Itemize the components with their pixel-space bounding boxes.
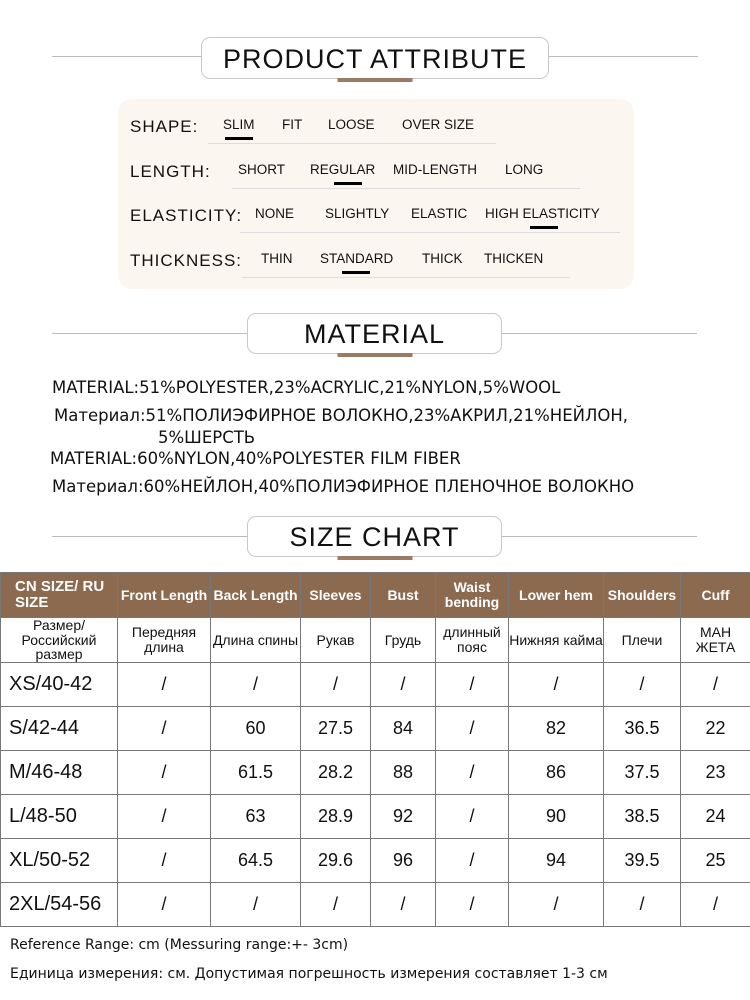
attribute-underline xyxy=(240,232,620,233)
title-underline xyxy=(337,556,412,560)
measurement-cell: 86 xyxy=(509,751,604,795)
measurement-cell: / xyxy=(604,883,681,927)
measurement-cell: / xyxy=(118,795,211,839)
column-header: Front Length xyxy=(118,573,211,618)
attribute-option: FIT xyxy=(282,117,303,132)
measurement-cell: 64.5 xyxy=(211,839,301,883)
table-row xyxy=(1,839,750,883)
column-header: Shoulders xyxy=(604,573,681,618)
measurement-cell: / xyxy=(118,707,211,751)
attribute-row xyxy=(130,154,630,184)
attribute-option: SLIGHTLY xyxy=(325,206,390,221)
measurement-cell: 27.5 xyxy=(301,707,371,751)
attribute-underline xyxy=(208,143,496,144)
table-row xyxy=(1,663,750,707)
measurement-cell: 84 xyxy=(371,707,436,751)
size-cell: XL/50-52 xyxy=(1,839,118,883)
reference-note: Reference Range: cm (Messuring range:+- 3cm) xyxy=(10,937,349,953)
attribute-option: OVER SIZE xyxy=(402,117,475,132)
measurement-cell: / xyxy=(211,663,301,707)
size-cell: M/46-48 xyxy=(1,751,118,795)
column-header: Lower hem xyxy=(509,573,604,618)
size-cell: 2XL/54-56 xyxy=(1,883,118,927)
column-header: Cuff xyxy=(681,573,750,618)
selected-marker xyxy=(334,182,362,185)
selected-marker xyxy=(225,137,253,140)
attribute-option: STANDARD xyxy=(320,251,394,266)
column-header: Back Length xyxy=(211,573,301,618)
ru-column-header: Нижняя кайма xyxy=(509,618,604,663)
attribute-label: LENGTH: xyxy=(130,162,211,181)
measurement-cell: 23 xyxy=(681,751,750,795)
attribute-row xyxy=(130,109,630,139)
table-row xyxy=(1,883,750,927)
measurement-cell: / xyxy=(118,839,211,883)
ru-column-header: МАН ЖЕТА xyxy=(681,618,750,663)
material-line: MATERIAL:51%POLYESTER,23%ACRYLIC,21%NYLON,5%WOOL xyxy=(52,378,561,397)
measurement-cell: 29.6 xyxy=(301,839,371,883)
attribute-option: HIGH ELASTICITY xyxy=(485,206,600,221)
measurement-cell: 38.5 xyxy=(604,795,681,839)
ru-column-header: Грудь xyxy=(371,618,436,663)
attribute-option: LOOSE xyxy=(328,117,375,132)
title-underline xyxy=(338,78,413,82)
measurement-cell: 39.5 xyxy=(604,839,681,883)
attribute-option: THICK xyxy=(422,251,463,266)
measurement-cell: / xyxy=(436,795,509,839)
measurement-cell: 28.2 xyxy=(301,751,371,795)
measurement-cell: 25 xyxy=(681,839,750,883)
product-attribute-title xyxy=(201,37,549,79)
measurement-cell: / xyxy=(436,883,509,927)
measurement-cell: 36.5 xyxy=(604,707,681,751)
ru-column-header: Передняя длина xyxy=(118,618,211,663)
measurement-cell: / xyxy=(371,663,436,707)
table-row xyxy=(1,795,750,839)
attribute-underline xyxy=(242,277,570,278)
column-header: CN SIZE/ RU SIZE xyxy=(1,573,118,618)
size-cell: XS/40-42 xyxy=(1,663,118,707)
title-text: MATERIAL xyxy=(303,319,446,349)
measurement-cell: / xyxy=(211,883,301,927)
measurement-cell: / xyxy=(371,883,436,927)
measurement-cell: / xyxy=(436,707,509,751)
attribute-label: ELASTICITY: xyxy=(130,206,243,225)
size-chart-table xyxy=(0,572,750,927)
attribute-option: THICKEN xyxy=(484,251,544,266)
selected-marker xyxy=(342,271,370,274)
size-cell: S/42-44 xyxy=(1,707,118,751)
column-header: Sleeves xyxy=(301,573,371,618)
attribute-option: MID-LENGTH xyxy=(393,162,477,177)
measurement-cell: / xyxy=(509,663,604,707)
measurement-cell: 82 xyxy=(509,707,604,751)
attribute-row xyxy=(130,243,630,273)
measurement-cell: 28.9 xyxy=(301,795,371,839)
attribute-label: THICKNESS: xyxy=(130,251,243,270)
measurement-cell: / xyxy=(681,883,750,927)
size-chart-title xyxy=(247,516,502,557)
measurement-cell: 24 xyxy=(681,795,750,839)
attribute-option: SHORT xyxy=(238,162,286,177)
measurement-cell: 88 xyxy=(371,751,436,795)
measurement-cell: 94 xyxy=(509,839,604,883)
attribute-option: NONE xyxy=(255,206,295,221)
measurement-cell: / xyxy=(436,663,509,707)
ru-column-header: длинный пояс xyxy=(436,618,509,663)
measurement-cell: / xyxy=(604,663,681,707)
ru-column-header: Размер/ Российский размер xyxy=(1,618,118,663)
selected-marker xyxy=(530,226,558,229)
measurement-cell: 60 xyxy=(211,707,301,751)
measurement-cell: / xyxy=(301,663,371,707)
measurement-cell: / xyxy=(118,663,211,707)
size-cell: L/48-50 xyxy=(1,795,118,839)
header-row xyxy=(1,573,750,618)
measurement-cell: 37.5 xyxy=(604,751,681,795)
measurement-cell: / xyxy=(436,839,509,883)
measurement-cell: 96 xyxy=(371,839,436,883)
measurement-cell: 92 xyxy=(371,795,436,839)
attribute-option: REGULAR xyxy=(310,162,376,177)
attribute-option: LONG xyxy=(505,162,544,177)
column-header: Bust xyxy=(371,573,436,618)
material-line-cont: 5%ШЕРСТЬ xyxy=(158,428,256,447)
title-text: SIZE CHART xyxy=(289,522,460,552)
ru-column-header: Длина спины xyxy=(211,618,301,663)
measurement-cell: / xyxy=(118,751,211,795)
table-row xyxy=(1,751,750,795)
ru-column-header: Рукав xyxy=(301,618,371,663)
table-row xyxy=(1,707,750,751)
measurement-cell: 63 xyxy=(211,795,301,839)
measurement-cell: 61.5 xyxy=(211,751,301,795)
attribute-label: SHAPE: xyxy=(130,117,199,136)
reference-note-ru: Единица измерения: см. Допустимая погрешность измерения составляет 1-3 см xyxy=(10,966,608,982)
measurement-cell: / xyxy=(118,883,211,927)
attribute-option: ELASTIC xyxy=(411,206,468,221)
ru-header-row xyxy=(1,618,750,663)
measurement-cell: / xyxy=(681,663,750,707)
material-line: Материал:60%НЕЙЛОН,40%ПОЛИЭФИРНОЕ ПЛЕНОЧНОЕ ВОЛОКНО xyxy=(52,477,635,496)
attribute-underline xyxy=(232,188,580,189)
measurement-cell: 22 xyxy=(681,707,750,751)
measurement-cell: / xyxy=(436,751,509,795)
attribute-option: SLIM xyxy=(223,117,255,132)
measurement-cell: 90 xyxy=(509,795,604,839)
material-line: MATERIAL:60%NYLON,40%POLYESTER FILM FIBER xyxy=(50,449,461,468)
ru-column-header: Плечи xyxy=(604,618,681,663)
material-title xyxy=(247,313,502,354)
attribute-panel xyxy=(118,99,634,289)
title-text: PRODUCT ATTRIBUTE xyxy=(222,44,528,74)
material-line: Материал:51%ПОЛИЭФИРНОЕ ВОЛОКНО,23%АКРИЛ,21%НЕЙЛОН, xyxy=(54,406,629,425)
title-underline xyxy=(337,353,412,357)
attribute-option: THIN xyxy=(261,251,293,266)
attribute-row xyxy=(130,198,630,228)
measurement-cell: / xyxy=(509,883,604,927)
measurement-cell: / xyxy=(301,883,371,927)
column-header: Waist bending xyxy=(436,573,509,618)
